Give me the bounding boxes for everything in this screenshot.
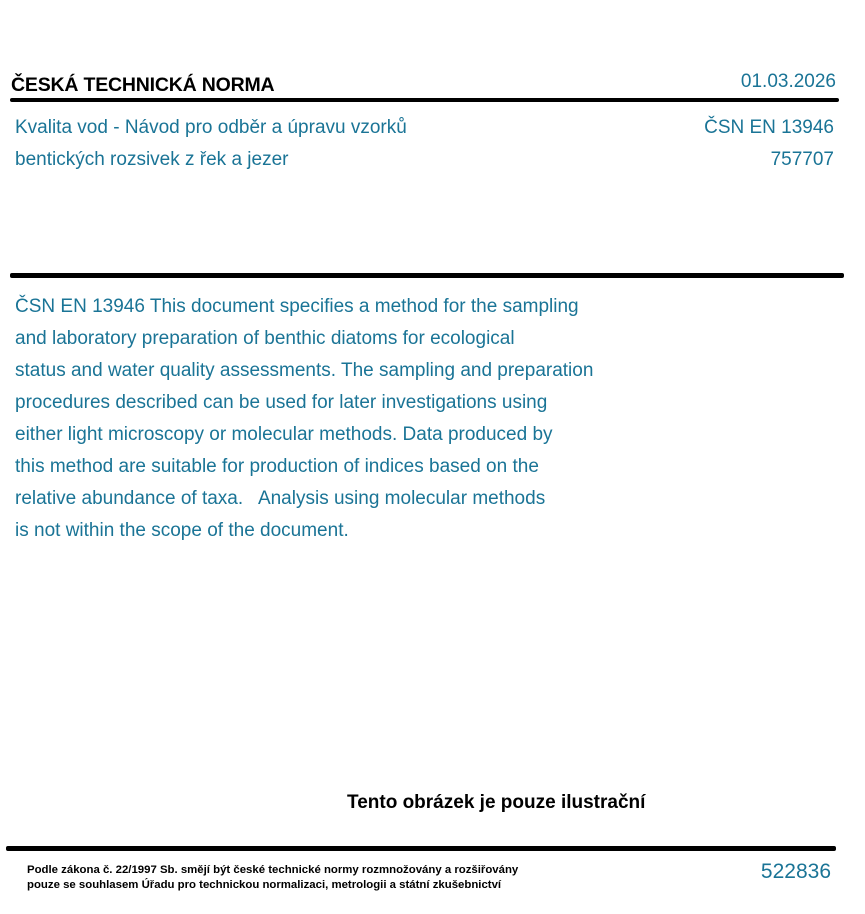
illustration-note: Tento obrázek je pouze ilustrační [347, 792, 646, 813]
standard-title-line-1: Kvalita vod - Návod pro odběr a úpravu vzorků [15, 117, 407, 138]
footer-divider [6, 846, 836, 851]
standard-title-line-2: bentických rozsivek z řek a jezer [15, 149, 289, 170]
abstract-line: relative abundance of taxa. Analysis using molecular methods [15, 488, 546, 509]
abstract-line: procedures described can be used for later investigations using [15, 392, 548, 413]
catalog-number: 757707 [770, 149, 834, 170]
abstract-line: and laboratory preparation of benthic diatoms for ecological [15, 328, 515, 349]
publisher-heading: ČESKÁ TECHNICKÁ NORMA [11, 74, 275, 96]
legal-notice [27, 863, 518, 893]
abstract-line: is not within the scope of the document. [15, 520, 349, 541]
abstract-line: this method are suitable for production of indices based on the [15, 456, 539, 477]
legal-notice-line: pouze se souhlasem Úřadu pro technickou normalizaci, metrologii a státní zkušebnictví [27, 879, 502, 891]
standard-code: ČSN EN 13946 [704, 117, 834, 138]
legal-notice-line: Podle zákona č. 22/1997 Sb. smějí být české technické normy rozmnožovány a rozšiřovány [27, 864, 519, 876]
publication-date: 01.03.2026 [740, 71, 836, 92]
title-divider [10, 273, 844, 278]
abstract-line: either light microscopy or molecular methods. Data produced by [15, 424, 553, 445]
abstract-line: ČSN EN 13946 This document specifies a method for the sampling [15, 296, 579, 317]
abstract-line: status and water quality assessments. The sampling and preparation [15, 360, 594, 381]
abstract [15, 291, 593, 547]
footer-number: 522836 [760, 860, 831, 883]
header-divider [10, 98, 839, 102]
